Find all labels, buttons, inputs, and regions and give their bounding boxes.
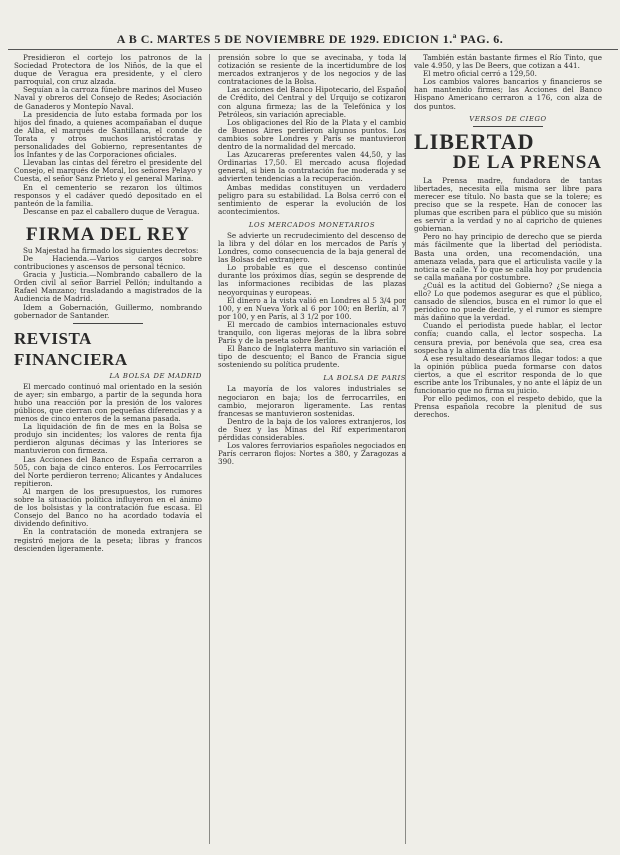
paragraph: prensión sobre lo que se avecinaba, y toda la cotización se resiente de la incertidumbre de los mercados extranjeros y de los negocios y de las contrataciones de la Bolsa. (218, 54, 406, 87)
paragraph: Las Azucareras preferentes valen 44,50, y las Ordinarias 17,50. El mercado acusa flojedad general, si bien la contratación fue moderada y se advierten tendencias a la recuperación. (218, 150, 406, 184)
paragraph: Al margen de los presupuestos, los rumores sobre la situación política influyeron en el ánimo de los bolsistas y la contratación fue escasa. El Consejo del Banco no ha acordado todavía el dividendo definitivo. (14, 486, 202, 529)
paragraph: A ese resultado desearíamos llegar todos: a que la opinión pública pueda formarse con datos ciertos, a que el escritor responda de lo que escribe ante los Tribunales, y no ante el lápiz de un funcionario que no firma su juicio. (414, 353, 602, 396)
paragraph: Dentro de la baja de los valores extranjeros, los de Suez y las Minas del Rif experimentaron pérdidas considerables. (218, 416, 406, 443)
paragraph: El Banco de Inglaterra mantuvo sin variación el tipo de descuento; el Banco de Francia sigue sosteniendo su política prudente. (218, 344, 406, 370)
paragraph: De Hacienda.—Varios cargos sobre contribuciones y ascensos de personal técnico. (14, 253, 202, 272)
paragraph: La presidencia de luto estaba formada por los hijos del finado, a quienes acompañaban el duque de Alba, el marqués de Santillana, el conde de Torata y otros muchos aristócratas y personalidades del Gobierno, representantes de los Infantes y de las Corporaciones oficiales. (14, 109, 202, 160)
paragraph: La Prensa madre, fundadora de tantas libertades, necesita ella misma ser libre para merecer ese título. No basta que se la tolere; es preciso que se la respete. Han de conocer las plumas que escriben para el público que su misión es servir a la verdad y no al capricho de quienes gobiernan. (414, 175, 602, 234)
headline-libertad: LIBERTAD (414, 128, 535, 154)
paragraph: Por ello pedimos, con el respeto debido, que la Prensa española recobre la plenitud de sus derechos. (414, 394, 602, 420)
subhead-versos: VERSOS DE CIEGO (469, 114, 547, 123)
paragraph: Ambas medidas constituyen un verdadero peligro para su estabilidad. La Bolsa cerró con el sentimiento de esperar la evolución de los acontecimientos. (218, 182, 406, 216)
paragraph: Los valores ferroviarios españoles negociados en París cerraron flojos: Nortes a 380, y Zaragozas a 390. (218, 441, 406, 467)
section-rule (73, 219, 143, 220)
paragraph: También están bastante firmes el Río Tinto, que vale 4.950, y las De Beers, que cotizan a 441. (414, 54, 602, 71)
paragraph: Se advierte un recrudecimiento del descenso de la libra y del dólar en los mercados de París y Londres, como consecuencia de la baja general de las Bolsas del extranjero. (218, 230, 406, 265)
paragraph: Gracia y Justicia.—Nombrando caballero de la Orden civil al señor Barriel Pellón; indultando a Rafael Manzano; trasladando a magistrados de la Audiencia de Madrid. (14, 270, 202, 304)
paragraph: Las Acciones del Banco de España cerraron a 505, con baja de cinco enteros. Los Ferrocarriles del Norte perdieron terreno; Alicantes y Andaluces repitieron. (14, 454, 202, 488)
paragraph: Su Majestad ha firmado los siguientes decretos: (23, 245, 199, 255)
section-rule (73, 323, 143, 324)
running-head: A B C. MARTES 5 DE NOVIEMBRE DE 1929. EDICION 1.ª PAG. 6. (116, 32, 504, 46)
paragraph: La mayoría de los valores industriales se negociaron en baja; los de ferrocarriles, en cambio, mejoraron ligeramente. Las rentas francesas se mantuvieron sostenidas. (218, 384, 406, 418)
subhead-bolsa-madrid: LA BOLSA DE MADRID (109, 371, 202, 380)
paragraph: Idem a Gobernación, Guillermo, nombrando gobernador de Santander. (14, 302, 202, 320)
paragraph: ¿Cuál es la actitud del Gobierno? ¿Se niega a ello? Lo que podemos asegurar es que el público, cansado de silencios, busca en el rumor lo que el periódico no puede decirle, y el rumor es siempre más dañino que la verdad. (414, 280, 602, 323)
column-divider (209, 54, 210, 844)
column-left (14, 54, 202, 844)
paragraph: Cuando el periodista puede hablar, el lector confía; cuando calla, el lector sospecha. La censura previa, por benévola que sea, crea esa sospecha y la alimenta día tras día. (414, 321, 602, 355)
paragraph: Presidieron el cortejo los patronos de la Sociedad Protectora de los Niños, de la que el duque de Veragua era presidente, y el clero parroquial, con cruz alzada. (14, 54, 202, 87)
subhead-bolsa-paris: LA BOLSA DE PARIS (323, 374, 406, 383)
paragraph: Los cambios valores bancarios y financieros se han mantenido firmes; las Acciones del Banco Hispano Americano cerraron a 176, con alza de dos puntos. (414, 77, 602, 111)
paragraph: Seguían a la carroza fúnebre marinos del Museo Naval y obreros del Consejo de Redes; Asociación de Ganaderos y Montepío Naval. (14, 85, 202, 111)
paragraph: El mercado continuó mal orientado en la sesión de ayer; sin embargo, a partir de la segunda hora hubo una reacción por la presión de los valores públicos, que cierran con pequeñas diferencias y a menos de cinco enteros de la semana pasada. (14, 381, 202, 424)
paragraph: Pero no hay principio de derecho que se pierda más fácilmente que la libertad del periodista. Basta una orden, una recomendación, una amenaza velada, para que el articulista vacile y la noticia se calle. Y lo que se calla hoy por prudencia se calla mañana por costumbre. (414, 232, 602, 282)
paragraph: El metro oficial cerró a 129,50. (423, 69, 537, 79)
paragraph: Lo probable es que el descenso continúe durante los próximos días, según se desprende de las informaciones recibidas de las plazas neoyorquinas y europeas. (218, 263, 406, 297)
paragraph: El mercado de cambios internacionales estuvo tranquilo, con ligeras mejoras de la libra sobre París y de la peseta sobre Berlín. (218, 319, 406, 346)
paragraph: Las acciones del Banco Hipotecario, del Español de Crédito, del Central y del Urquijo se cotizaron con alguna firmeza; las de la Telefónica y los Petróleos, sin variación apreciable. (218, 85, 406, 119)
headline-de-la-prensa: DE LA PRENSA (452, 151, 602, 173)
headline-firma-del-rey: FIRMA DEL REY (26, 223, 190, 245)
paragraph: La liquidación de fin de mes en la Bolsa se produjo sin incidentes; los valores de renta fija perdieron algunas décimas y las Interiores se mantuvieron con firmeza. (14, 422, 202, 456)
paragraph: Los obligaciones del Río de la Plata y el cambio de Buenos Aires perdieron algunos puntos. Los cambios sobre Londres y París se mantuvieron dentro de la normalidad del mercado. (218, 117, 406, 152)
paragraph: El dinero a la vista valió en Londres al 5 3/4 por 100, y en Nueva York al 6 por 100; en Berlín, al 7 por 100, y en París, al 3 1/2 por 100. (218, 295, 406, 321)
column-middle (218, 54, 406, 844)
headline-revista-financiera: REVISTA FINANCIERA (14, 328, 128, 369)
paragraph: Descanse en paz el caballero duque de Veragua. (23, 206, 200, 216)
paragraph: Llevaban las cintas del féretro el presidente del Consejo, el marqués de Moral, los señores Pelayo y Cuesta, el señor Sanz Prieto y el general Marina. (14, 158, 202, 184)
section-rule (473, 126, 543, 127)
column-right (414, 54, 602, 844)
header-rule (8, 49, 618, 50)
subhead-mercados-monetarios: LOS MERCADOS MONETARIOS (248, 220, 376, 229)
paragraph: En la contratación de moneda extranjera se registró mejora de la peseta; libras y francos descienden ligeramente. (14, 527, 202, 553)
paragraph: En el cementerio se rezaron los últimos responsos y el cadáver quedó depositado en el panteón de la familia. (14, 182, 202, 208)
